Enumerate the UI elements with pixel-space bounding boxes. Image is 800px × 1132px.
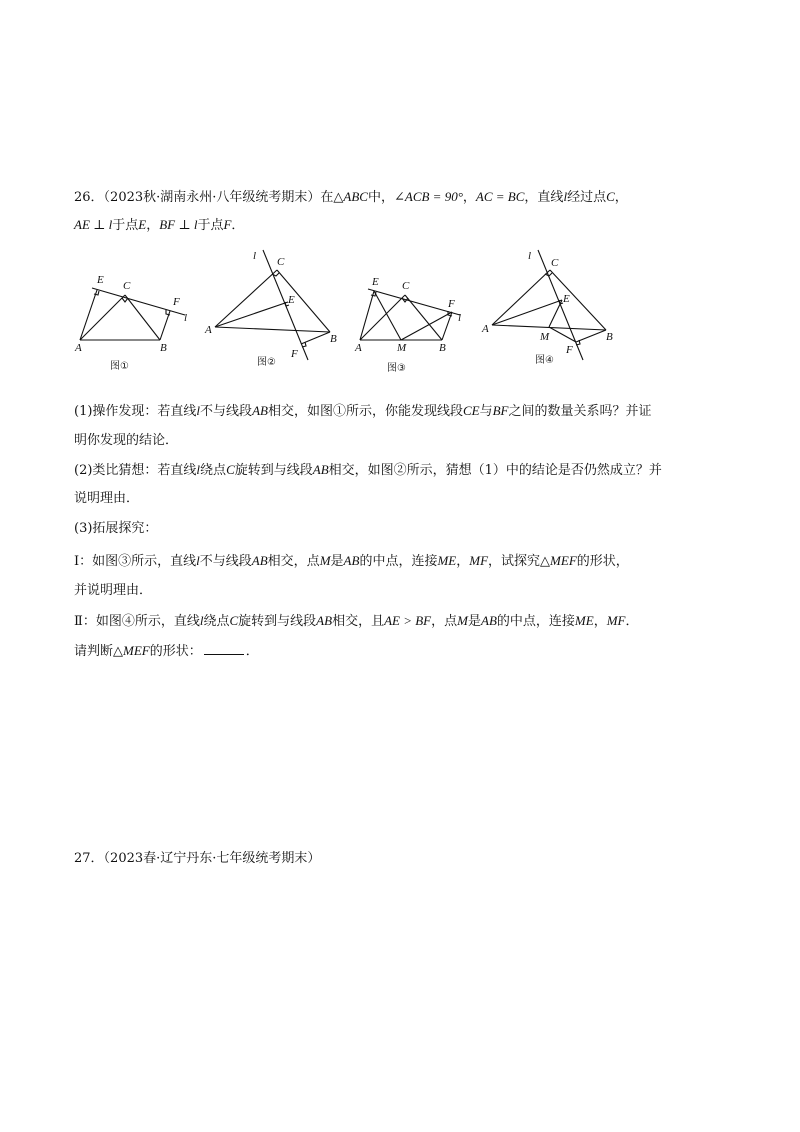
math-ab: AB — [343, 553, 360, 568]
text: C — [277, 256, 285, 268]
text: 的形状： — [149, 644, 202, 659]
figure-2-diagram — [205, 245, 345, 375]
part-3-ii-line-2 — [74, 642, 259, 661]
figure-4-diagram — [480, 245, 620, 375]
math-me: ME — [437, 553, 457, 568]
figure-1-caption: 图① — [110, 361, 129, 372]
figure-3 — [350, 245, 480, 375]
math-bf-perp-l: BF ⊥ l — [159, 217, 198, 232]
figure-4 — [480, 245, 620, 375]
math-angle-acb: ∠ACB = 90° — [393, 189, 463, 204]
part-3-i-line-1 — [74, 552, 629, 571]
text: F — [291, 348, 298, 360]
text: A — [75, 342, 82, 354]
text: ，点 — [431, 614, 458, 629]
text: 相交，且 — [332, 614, 385, 629]
text: B — [330, 333, 337, 345]
math-ab: AB — [252, 403, 268, 418]
text: l — [253, 250, 257, 262]
math-c: C — [606, 189, 615, 204]
text: (3)拓展探究： — [74, 521, 158, 536]
text: 绕点 — [200, 463, 227, 478]
part-1-line-2 — [74, 432, 178, 450]
text: M — [540, 331, 550, 343]
math-mf: MF — [606, 613, 626, 628]
text: 27．（2023春·辽宁丹东·七年级统考期末） — [74, 851, 321, 866]
text: B — [160, 342, 167, 354]
math-l: l — [196, 403, 201, 418]
text: ，试探究 — [488, 554, 541, 569]
text: E — [563, 293, 570, 305]
math-m: M — [319, 553, 331, 568]
text: ． — [625, 614, 639, 629]
q26-line-2 — [74, 216, 244, 235]
text: 说明理由． — [74, 491, 140, 506]
math-ab: AB — [312, 462, 329, 477]
text: ， — [462, 190, 476, 205]
math-mf: MF — [469, 553, 489, 568]
part-3-title — [74, 520, 157, 538]
math-l: l — [199, 613, 204, 628]
text: B — [439, 342, 446, 354]
text: (2)类比猜想：若直线 — [74, 463, 197, 478]
math-ab: AB — [481, 613, 497, 628]
math-l: l — [563, 189, 568, 204]
text: 经过点 — [567, 190, 607, 205]
math-me: ME — [574, 613, 594, 628]
text: ， — [614, 190, 628, 205]
text: F — [173, 296, 180, 308]
answer-blank[interactable] — [204, 642, 244, 655]
text: ， — [456, 554, 470, 569]
part-2-line-2 — [74, 490, 139, 508]
text: 旋转到与线段 — [238, 614, 317, 629]
text: A — [205, 324, 212, 336]
text: 绕点 — [203, 614, 230, 629]
text: C — [551, 257, 559, 269]
math-m: M — [457, 613, 468, 628]
text: 与 — [479, 404, 493, 419]
text: l — [528, 250, 532, 262]
figure-4-caption: 图④ — [535, 355, 554, 366]
q26-line-1 — [74, 188, 628, 207]
text: F — [448, 298, 455, 310]
q26-header: 26．（2023秋·湖南永州·八年级统考期末）在 — [74, 190, 334, 205]
text: 是 — [467, 614, 481, 629]
part-2-line-1 — [74, 461, 662, 480]
text: 旋转到与线段 — [234, 463, 313, 478]
math-ae-perp-l: AE ⊥ l — [74, 217, 113, 232]
text: l — [184, 312, 188, 324]
text: E — [97, 274, 104, 286]
text: 并说明理由． — [74, 583, 153, 598]
text: 的中点，连接 — [496, 614, 575, 629]
figure-2-caption: 图② — [257, 357, 276, 368]
text: F — [566, 344, 573, 356]
text: Ⅰ：如图③所示，直线 — [74, 554, 197, 569]
math-triangle-abc: △ABC — [333, 189, 368, 204]
text: ，直线 — [524, 190, 564, 205]
text: 相交，如图①所示，你能发现线段 — [267, 404, 463, 419]
math-l: l — [196, 462, 201, 477]
math-ce: CE — [462, 403, 480, 418]
text: 不与线段 — [199, 554, 252, 569]
figure-1 — [70, 245, 200, 375]
math-bf: BF — [492, 403, 509, 418]
part-1-line-1 — [74, 402, 652, 421]
text: Ⅱ：如图④所示，直线 — [74, 614, 200, 629]
math-ac-eq-bc: AC = BC — [475, 189, 525, 204]
text: 的中点，连接 — [359, 554, 438, 569]
math-f: F — [223, 217, 232, 232]
math-triangle-mef: △MEF — [540, 553, 577, 568]
text: 之间的数量关系吗？并证 — [508, 404, 652, 419]
math-l: l — [196, 553, 200, 568]
text: 中， — [367, 190, 394, 205]
text: 不与线段 — [200, 404, 253, 419]
figure-3-diagram — [350, 245, 480, 375]
text: (1)操作发现：若直线 — [74, 404, 197, 419]
text: 于点 — [197, 218, 224, 233]
math-triangle-mef: △MEF — [113, 643, 150, 658]
text: E — [288, 294, 295, 306]
part-3-ii-line-1 — [74, 612, 639, 631]
math-c: C — [226, 462, 235, 477]
text: ． — [231, 218, 245, 233]
part-3-i-line-2 — [74, 582, 152, 600]
text: ， — [593, 614, 607, 629]
text: B — [606, 331, 613, 343]
text: 相交，如图②所示，猜想（1）中的结论是否仍然成立？并 — [328, 463, 662, 478]
figure-1-diagram — [70, 245, 200, 375]
math-ab: AB — [251, 553, 268, 568]
math-ab: AB — [316, 613, 333, 628]
text: C — [402, 280, 410, 292]
math-ae-gt-bf: AE > BF — [384, 613, 432, 628]
text: A — [355, 342, 362, 354]
figure-2 — [205, 245, 345, 375]
text: 明你发现的结论． — [74, 433, 179, 448]
text: A — [482, 323, 489, 335]
text: M — [397, 342, 407, 354]
text: ． — [245, 644, 259, 659]
figure-3-caption: 图③ — [387, 363, 406, 374]
text: 的形状， — [576, 554, 629, 569]
math-c: C — [229, 613, 239, 628]
text: l — [458, 312, 462, 324]
math-e: E — [138, 217, 147, 232]
text: 于点 — [112, 218, 139, 233]
text: C — [123, 280, 131, 292]
text: E — [372, 276, 379, 288]
text: 请判断 — [74, 644, 114, 659]
text: 是 — [330, 554, 344, 569]
text: ， — [146, 218, 160, 233]
text: 相交，点 — [267, 554, 320, 569]
q27-header — [74, 850, 320, 868]
